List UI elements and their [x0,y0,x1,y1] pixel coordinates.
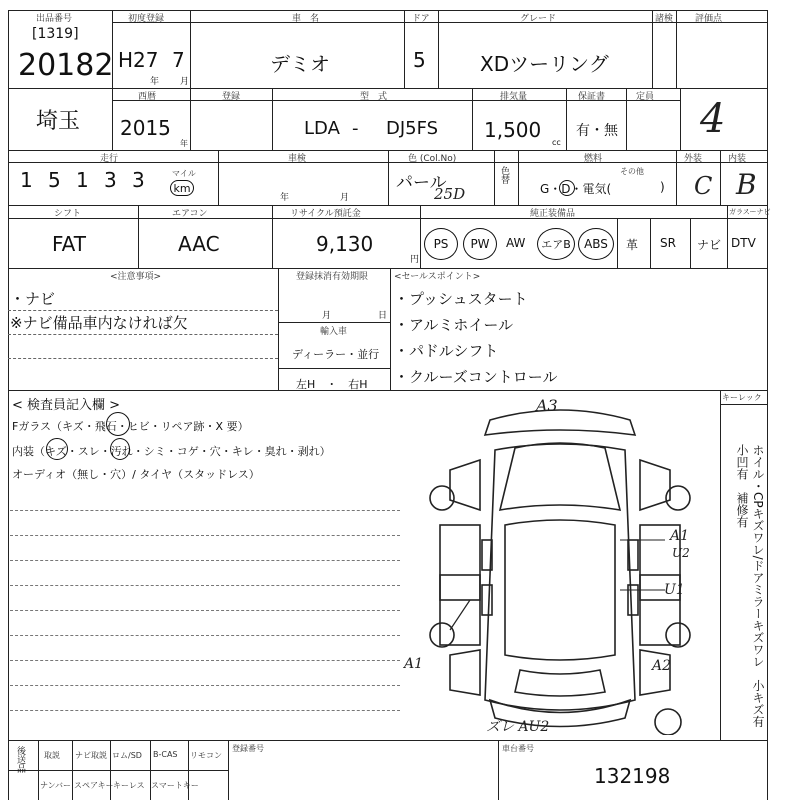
mark-left-lower: A1 [404,656,424,672]
extra-label: ガラスーナビ [729,208,771,216]
color-label: 色 (Col.No) [408,154,457,164]
plate-label: ナンバー [40,781,72,790]
equipment-airbag: エアB [537,228,575,260]
bcas-label: B-CAS [153,750,178,759]
mark-bottom: ズレ AU2 [486,719,550,735]
interior-grade: B [736,168,757,201]
inspection-label: < 検査員記入欄 > [12,398,121,413]
model-dash: - [352,118,359,139]
doors-value: 5 [413,48,426,72]
inspection-line-3: オーディオ（無し・穴）/ タイヤ（スタッドレス） [12,468,260,481]
first-reg-month: 7 [172,48,185,72]
year-value-unit: 年 [180,139,188,148]
recycle-label: リサイクル預託金 [290,209,361,219]
year-unit: 年 [150,77,160,87]
mark-top: A3 [536,396,558,415]
mileage-digit: 3 [104,168,117,192]
mark-right-lower: U1 [664,582,685,598]
smart-key-label: スマートキー [151,781,199,790]
sales-point-3: ・パドルシフト [394,342,499,360]
fuel-label: 燃料 [584,154,603,164]
mileage-digits [20,168,160,192]
score-value: 4 [700,96,726,142]
equipment-label: 純正装備品 [530,209,576,219]
mileage-unit: km [170,180,194,196]
manual-label: 取説 [44,751,60,760]
shift-value: FAT [52,232,87,256]
model-year-label: 諸検 [655,14,674,24]
mark-right-upper-1: A1 [670,528,690,544]
remote-label: リモコン [190,751,222,760]
mileage-unit-label: マイル [172,169,196,178]
year-value: 2015 [120,116,171,140]
score-label: 評価点 [695,14,723,24]
sales-label: <セールスポイント> [394,272,481,282]
cc-unit: cc [552,138,561,147]
color-no: 25D [434,185,466,203]
warranty-label: 保証書 [578,92,606,102]
yen-unit: 円 [410,255,420,265]
fuel-other-label: その他 [620,167,644,176]
rom-label: ロム/SD [112,751,142,760]
shipping-label: 後送品 [15,746,25,773]
equipment-ps: PS [424,228,458,260]
sales-point-2: ・アルミホイール [394,316,514,334]
reg-number-label: 登録番号 [232,744,264,753]
nav-manual-label: ナビ取説 [75,751,107,760]
year-label: 西暦 [138,92,157,102]
car-diagram [420,400,700,735]
shaken-month-unit: 月 [340,193,350,203]
caution-line-1: ・ナビ [10,290,56,308]
mileage-label: 走行 [100,154,119,164]
model-prefix: LDA [304,118,340,139]
car-name-label: 車 名 [292,14,320,24]
inspection-mark-circle [46,438,68,460]
doors-label: ドア [412,14,430,24]
spare-key-label: スペアキー [74,781,114,790]
sales-point-4: ・クルーズコントロール [394,368,558,386]
first-reg-label: 初度登録 [128,14,165,24]
model-label: 型 式 [360,92,388,102]
equipment-sr: SR [660,236,676,250]
grade-label: グレード [520,14,557,24]
aircon-value: AAC [178,232,220,256]
inspection-line-2: 内装（キズ・スレ・汚れ・シミ・コゲ・穴・キレ・臭れ・剥れ） [12,445,331,458]
sales-point-1: ・プッシュスタート [394,290,528,308]
first-reg-era: H27 [118,48,159,72]
equipment-dtv: DTV [731,236,756,250]
inspection-line-1: Fガラス（キズ・飛石・ヒビ・リペア跡・X 要） [12,420,249,433]
registration-label: 登録 [222,92,241,102]
capacity-label: 定員 [636,92,655,102]
recycle-fee: 9,130 [316,232,374,256]
reg-day: 日 [378,311,388,321]
exterior-grade: C [694,172,713,200]
mileage-digit: 1 [20,168,33,192]
shift-label: シフト [54,209,82,219]
lot-label: 出品番号 [36,14,73,24]
fuel-close: ) [660,180,665,194]
equipment-aw: AW [506,236,526,250]
reg-month: 月 [322,311,332,321]
car-name: デミオ [270,52,330,76]
displacement-label: 排気量 [500,92,528,102]
inspection-mark-circle [110,438,130,460]
caution-line-2: ※ナビ備品車内なければ欠 [10,314,188,332]
shaken-label: 車検 [288,154,307,164]
model-code: DJ5FS [386,118,439,139]
warranty-value: 有・無 [576,123,618,139]
equipment-navi: ナビ [697,238,722,252]
mark-right-rear: A2 [652,658,672,674]
mileage-digit: 5 [48,168,61,192]
import-value: ディーラー・並行 [292,348,380,361]
color-change-label: 色替 [499,166,509,184]
keyless-label: キーレス [113,781,145,790]
mileage-digit: 3 [132,168,145,192]
chassis-number: 132198 [594,764,671,788]
fuel-diesel-circle [559,180,575,196]
exterior-label: 外装 [684,154,703,164]
side-note-label: キーレック [722,393,762,402]
aircon-label: エアコン [172,209,208,219]
color-value: パール [396,173,447,193]
interior-label: 内装 [728,154,747,164]
grade-value: XDツーリング [480,52,609,76]
shaken-year-unit: 年 [280,193,290,203]
steering-value: 左H ・ 右H [296,378,368,391]
displacement-value: 1,500 [484,118,542,142]
import-label: 輸入車 [320,327,348,337]
month-unit: 月 [180,77,190,87]
region-value: 埼玉 [36,109,81,134]
inspection-writing-lines [10,486,400,736]
equipment-abs: ABS [578,228,614,260]
equipment-leather: 革 [626,238,639,252]
mark-right-upper-2: U2 [672,546,690,560]
caution-label: <注意事項> [110,272,162,282]
equipment-pw: PW [463,228,497,260]
chassis-number-label: 車台番号 [502,744,534,753]
side-note: ホイル・CPキズワレ/ドアミラーキズワレ 小キズ有 小凹有 補修有 [735,444,765,740]
mileage-digit: 1 [76,168,89,192]
inspection-mark-circle [106,412,130,436]
fuel-options: G・D・電気( [540,182,612,196]
lot-number: 20182 [18,48,114,83]
lot-code: [1319] [32,26,79,42]
reg-expiry-label: 登録抹消有効期限 [296,272,369,282]
